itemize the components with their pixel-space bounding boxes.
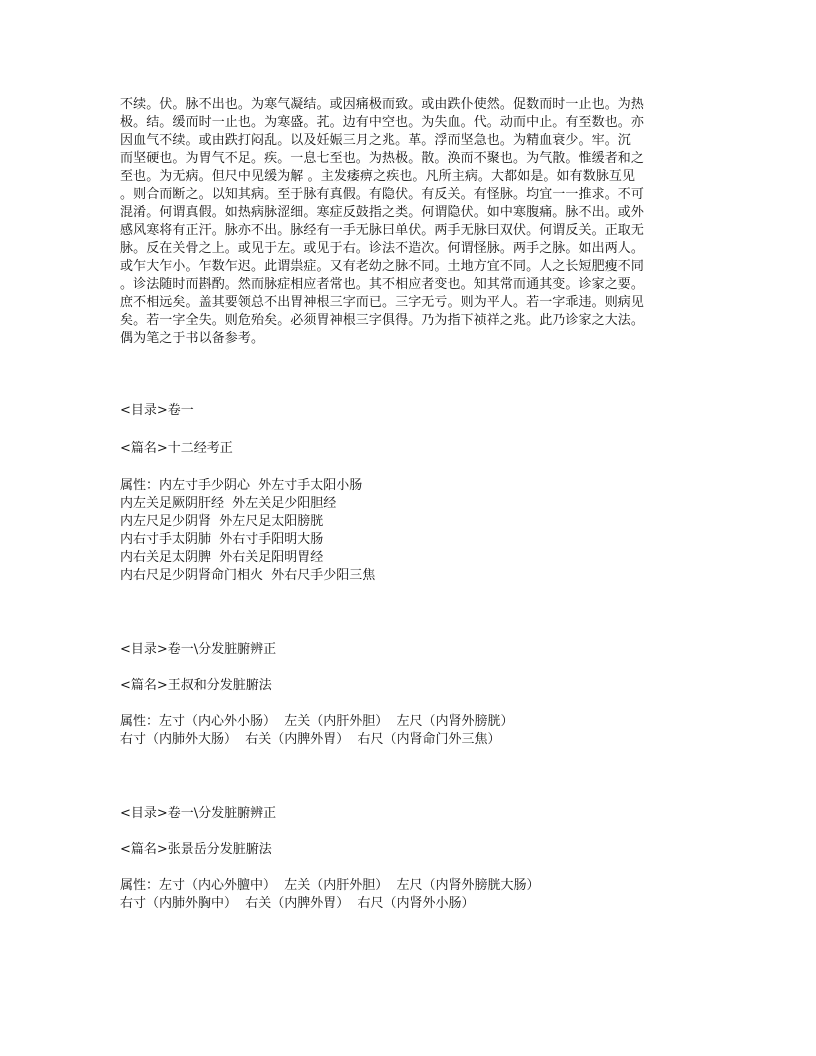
attribute-line: 内右尺足少阴肾命门相火 外右尺手少阳三焦 (120, 568, 376, 583)
attribute-line: 内左关足厥阴肝经 外左关足少阳胆经 (120, 496, 337, 511)
attribute-line: 内左尺足少阴肾 外左尺足太阳膀胱 (120, 514, 324, 529)
catalog-heading: <目录>卷一 (120, 403, 194, 418)
attribute-line: 属性：左寸（内心外膻中） 左关（内肝外胆） 左尺（内肾外膀胱大肠） (120, 878, 540, 893)
section-attributes (120, 713, 720, 749)
attribute-line: 属性：内左寸手少阴心 外左寸手太阳小肠 (120, 478, 363, 493)
catalog-heading: <目录>卷一\分发脏腑辨正 (120, 806, 277, 821)
chapter-title: <篇名>王叔和分发脏腑法 (120, 678, 272, 693)
attribute-line: 右寸（内肺外大肠） 右关（内脾外胃） 右尺（内肾命门外三焦） (120, 732, 501, 747)
paragraph-line: 。诊法随时而斟酌。然而脉症相应者常也。其不相应者变也。知其常而通其变。诊家之要。 (120, 277, 645, 292)
section-attributes (120, 477, 720, 585)
paragraph-line: 感风寒将有正汗。脉亦不出。脉经有一手无脉曰单伏。两手无脉曰双伏。何谓反关。正取无 (120, 223, 645, 238)
paragraph-line: 至也。为无病。但尺中见缓为解 。主发痿痹之疾也。凡所主病。大都如是。如有数脉互见 (120, 169, 636, 184)
section-title (120, 440, 720, 458)
paragraph-line: 矣。若一字全失。则危殆矣。必须胃神根三字俱得。乃为指下祯祥之兆。此乃诊家之大法。 (120, 313, 645, 328)
section-catalog (120, 402, 720, 420)
paragraph-line: 混淆。何谓真假。如热病脉涩细。寒症反鼓指之类。何谓隐伏。如中寒腹痛。脉不出。或外 (120, 205, 645, 220)
paragraph-line: 脉。反在关骨之上。或见于左。或见于右。诊法不造次。何谓怪脉。两手之脉。如出两人。 (120, 241, 645, 256)
section-title (120, 841, 720, 859)
paragraph-line: 庶不相远矣。盖其要领总不出胃神根三字而已。三字无亏。则为平人。若一字乖违。则病见 (120, 295, 645, 310)
section-catalog (120, 641, 720, 659)
catalog-heading: <目录>卷一\分发脏腑辨正 (120, 642, 277, 657)
section-attributes (120, 877, 720, 913)
chapter-title: <篇名>十二经考正 (120, 441, 233, 456)
paragraph-line: 而坚硬也。为胃气不足。疾。一息七至也。为热极。散。涣而不聚也。为气散。惟缓者和之 (120, 151, 645, 166)
paragraph-line: 或乍大乍小。乍数乍迟。此谓祟症。又有老幼之脉不同。土地方宜不同。人之长短肥瘦不同 (120, 259, 645, 274)
paragraph-line: 偶为笔之于书以备参考。 (120, 331, 265, 346)
chapter-title: <篇名>张景岳分发脏腑法 (120, 842, 272, 857)
paragraph-line: 极。结。缓而时一止也。为寒盛。芤。边有中空也。为失血。代。动而中止。有至数也。亦 (120, 115, 645, 130)
attribute-line: 内右关足太阴脾 外右关足阳明胃经 (120, 550, 324, 565)
section-catalog (120, 805, 720, 823)
section-title (120, 677, 720, 695)
attribute-line: 内右寸手太阴肺 外右寸手阳明大肠 (120, 532, 324, 547)
paragraph-line: 。则合而断之。以知其病。至于脉有真假。有隐伏。有反关。有怪脉。均宜一一推求。不可 (120, 187, 645, 202)
paragraph-line: 不续。伏。脉不出也。为寒气凝结。或因痛极而致。或由跌仆使然。促数而时一止也。为热 (120, 97, 645, 112)
attribute-line: 右寸（内肺外胸中） 右关（内脾外胃） 右尺（内肾外小肠） (120, 896, 475, 911)
attribute-line: 属性：左寸（内心外小肠） 左关（内肝外胆） 左尺（内肾外膀胱） (120, 714, 514, 729)
paragraph-line: 因血气不续。或由跌打闷乱。以及妊娠三月之兆。革。浮而坚急也。为精血衰少。牢。沉 (120, 133, 631, 148)
intro-paragraph (120, 96, 686, 348)
